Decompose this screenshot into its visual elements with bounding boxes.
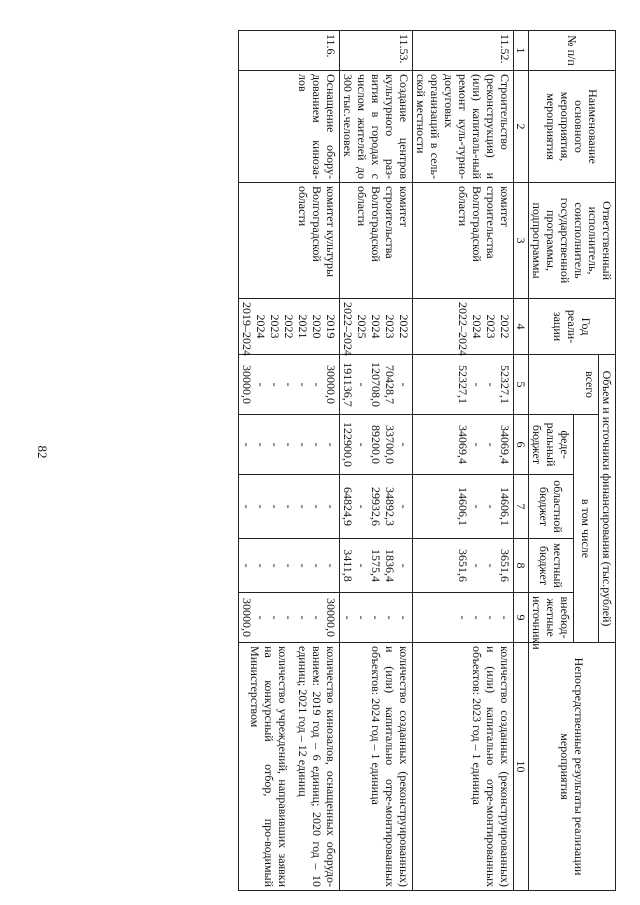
cell-value: 30000,0: [324, 598, 338, 638]
cell-value: -: [240, 563, 254, 568]
cell-value: -: [282, 563, 296, 568]
table-row: [340, 31, 413, 891]
header-extrabudget: внебюд-жетные источники: [529, 593, 574, 643]
cell-value: 70428,7: [383, 365, 397, 404]
page-number: 82: [35, 445, 50, 459]
header-name: Наименование основного мероприятия, мероприятия: [529, 71, 616, 183]
cell-value: -: [355, 615, 369, 620]
cell-value: -: [240, 442, 254, 447]
cell-value: -: [397, 615, 411, 620]
cell-value: 2020: [310, 314, 324, 339]
column-number: 7: [514, 475, 529, 539]
years: [340, 299, 413, 355]
federal-values: [413, 415, 514, 475]
row-number: 11.53.: [340, 31, 413, 71]
cell-value: -: [355, 382, 369, 387]
cell-value: 122900,0: [341, 422, 355, 467]
cell-value: -: [254, 382, 268, 387]
row-number: 11.52.: [413, 31, 514, 71]
cell-value: -: [268, 563, 282, 568]
local-values: [413, 539, 514, 593]
cell-value: -: [397, 563, 411, 568]
cell-value: 89200,0: [369, 425, 383, 464]
cell-value: -: [324, 563, 338, 568]
cell-value: -: [341, 615, 355, 620]
cell-value: -: [296, 615, 310, 620]
cell-value: -: [397, 382, 411, 387]
cell-value: 2022: [282, 314, 296, 339]
cell-value: -: [470, 442, 484, 447]
cell-value: -: [296, 563, 310, 568]
executor: комитет строительства Волгоградской области: [413, 183, 514, 299]
row-number: 11.6.: [239, 31, 340, 71]
rotated-table-container: [64, 30, 616, 890]
cell-value: -: [470, 382, 484, 387]
cell-value: 33700,0: [383, 425, 397, 464]
cell-value: -: [397, 442, 411, 447]
cell-value: 30000,0: [240, 598, 254, 638]
federal-values: [239, 415, 340, 475]
total-values: [239, 355, 340, 415]
cell-value: 2023: [383, 314, 397, 339]
header-year: Год реали-зации: [529, 299, 616, 355]
result-text: количество созданных (реконструированных) и (или) капитально отре-монтированных объектов: 2024 год – 1 единица: [340, 643, 413, 891]
extrabudget-values: [239, 593, 340, 643]
cell-value: -: [310, 382, 324, 387]
cell-value: 2024: [470, 314, 484, 339]
cell-value: -: [324, 504, 338, 509]
header-regional: областной бюджет: [529, 475, 574, 539]
executor: комитет строительства Волгоградской области: [340, 183, 413, 299]
header-total: всего: [529, 355, 599, 415]
cell-value: -: [470, 504, 484, 509]
cell-value: 3651,6: [498, 549, 512, 582]
cell-value: 52327,1: [498, 365, 512, 404]
header-federal: феде-ральный бюджет: [529, 415, 574, 475]
cell-value: -: [470, 563, 484, 568]
cell-value: -: [397, 504, 411, 509]
executor: комитет культуры Волгоградской области: [239, 183, 340, 299]
local-values: [239, 539, 340, 593]
cell-value: 3411,8: [341, 549, 355, 582]
financing-table: [238, 30, 616, 891]
cell-value: 2022–2024: [456, 302, 470, 356]
cell-value: -: [484, 442, 498, 447]
cell-value: 2023: [268, 314, 282, 339]
column-number: 9: [514, 593, 529, 643]
header-results: Непосредственные результаты реализации мероприятия: [529, 643, 616, 891]
cell-value: 29932,6: [369, 487, 383, 526]
cell-value: 34069,4: [498, 425, 512, 464]
result-text: количество созданных (реконструированных) и (или) капитально отре-монтированных объектов: 2023 год – 1 единица: [413, 643, 514, 891]
cell-value: 1575,4: [369, 549, 383, 582]
cell-value: -: [254, 442, 268, 447]
cell-value: -: [484, 382, 498, 387]
extrabudget-values: [413, 593, 514, 643]
cell-value: -: [254, 563, 268, 568]
cell-value: -: [254, 504, 268, 509]
column-number: 1: [514, 31, 529, 71]
total-values: [413, 355, 514, 415]
activity-name: Строительство (реконструкция) и (или) капиталь-ный ремонт куль-турно-досуговых организаций в сель-ской местности: [413, 71, 514, 183]
cell-value: -: [383, 615, 397, 620]
header-financing: Объем и источники финансирования (тыс.рублей): [599, 355, 616, 643]
cell-value: -: [268, 442, 282, 447]
cell-value: -: [369, 615, 383, 620]
column-number: 3: [514, 183, 529, 299]
cell-value: 3651,6: [456, 549, 470, 582]
cell-value: -: [268, 382, 282, 387]
cell-value: -: [296, 504, 310, 509]
cell-value: -: [355, 442, 369, 447]
cell-value: 14606,1: [498, 487, 512, 526]
cell-value: -: [310, 563, 324, 568]
cell-value: 34892,3: [383, 487, 397, 526]
cell-value: -: [310, 504, 324, 509]
column-number: 5: [514, 355, 529, 415]
column-number: 10: [514, 643, 529, 891]
cell-value: 2022: [498, 314, 512, 339]
cell-value: 2022: [397, 314, 411, 339]
years: [239, 299, 340, 355]
cell-value: 2024: [254, 314, 268, 339]
result-text: [239, 643, 340, 891]
cell-value: -: [254, 615, 268, 620]
cell-value: -: [310, 615, 324, 620]
cell-value: -: [268, 615, 282, 620]
activity-name: Оснащение обору-дованием кинoза-лов: [239, 71, 340, 183]
cell-value: 30000,0: [240, 365, 254, 404]
cell-value: 2025: [355, 314, 369, 339]
cell-value: -: [268, 504, 282, 509]
header-executor: Ответственный исполнитель, соисполнитель государственной программы, подпрограммы: [529, 183, 616, 299]
cell-value: -: [282, 382, 296, 387]
cell-value: 30000,0: [324, 365, 338, 404]
header-num: № п/п: [529, 31, 616, 71]
column-number: 2: [514, 71, 529, 183]
total-values: [340, 355, 413, 415]
cell-value: -: [240, 504, 254, 509]
cell-value: 2021: [296, 314, 310, 339]
cell-value: -: [498, 615, 512, 620]
local-values: [340, 539, 413, 593]
cell-value: 64824,9: [341, 487, 355, 526]
cell-value: 34069,4: [456, 425, 470, 464]
column-number: 4: [514, 299, 529, 355]
cell-value: 2022–2024: [341, 302, 355, 356]
cell-value: 2019: [324, 314, 338, 339]
header-including: в том числе: [574, 415, 599, 643]
cell-value: -: [484, 504, 498, 509]
cell-value: -: [282, 442, 296, 447]
table-row: [239, 31, 340, 891]
column-number: 8: [514, 539, 529, 593]
cell-value: -: [282, 504, 296, 509]
cell-value: -: [484, 563, 498, 568]
regional-values: [340, 475, 413, 539]
cell-value: -: [456, 615, 470, 620]
years: [413, 299, 514, 355]
result-kinozaly: количество кинозалов, оснащенных оборудо-ванием: 2019 год – 6 единиц; 2020 год – 10 единиц; 2021 год – 12 единиц: [296, 646, 338, 888]
cell-value: -: [355, 563, 369, 568]
result-applications: количество учреждений, направивших заявки на конкурсный отбор, про-водимый Министерством: [248, 646, 290, 888]
column-number: 6: [514, 415, 529, 475]
cell-value: 52327,1: [456, 365, 470, 404]
cell-value: -: [296, 442, 310, 447]
regional-values: [239, 475, 340, 539]
header-local: местный бюджет: [529, 539, 574, 593]
regional-values: [413, 475, 514, 539]
cell-value: 191136,7: [341, 362, 355, 407]
table-row: [413, 31, 514, 891]
activity-name: Создание центров культурного раз-вития в городах с числом жителей до 300 тыс.человек: [340, 71, 413, 183]
cell-value: -: [484, 615, 498, 620]
cell-value: 2019–2024: [240, 302, 254, 356]
cell-value: 2023: [484, 314, 498, 339]
cell-value: 2024: [369, 314, 383, 339]
cell-value: 14606,1: [456, 487, 470, 526]
cell-value: -: [282, 615, 296, 620]
cell-value: -: [310, 442, 324, 447]
cell-value: 1836,4: [383, 549, 397, 582]
extrabudget-values: [340, 593, 413, 643]
cell-value: -: [355, 504, 369, 509]
cell-value: -: [324, 442, 338, 447]
cell-value: -: [470, 615, 484, 620]
cell-value: -: [296, 382, 310, 387]
federal-values: [340, 415, 413, 475]
cell-value: 120708,0: [369, 362, 383, 407]
